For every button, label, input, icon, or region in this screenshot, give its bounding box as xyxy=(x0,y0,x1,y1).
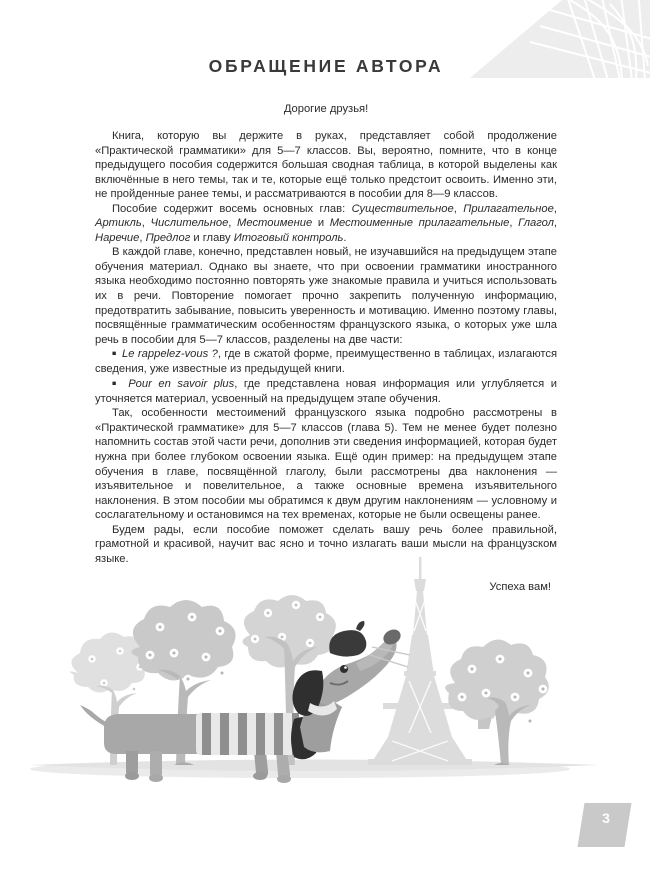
paragraph-pronouns-verbs: Так, особенности местоимений французского языка подробно рассмотрены в «Практической грамматике» для 5—7 классов (глава 5). Тем не менее будет полезно напомнить состав этой части речи, дополнив эти сведения информацией, которая будет нужна при более глубоком освоении языка. Ещё один пример: на предыдущем этапе обучения в главе, посвящённой глаголу, были рассмотрены два наклонения — изъявительное и повелительное, а также основные времена изъявительного наклонения. В этом пособии мы обратимся к двум другим наклонениям — условному и сослагательному и остановимся на тех временах, которые не были освещены ранее. xyxy=(95,407,557,522)
tree-left-back xyxy=(70,632,148,765)
square-bullet-icon: ■ xyxy=(112,380,122,388)
closing-wish: Успеха вам! xyxy=(489,581,551,594)
greeting-line: Дорогие друзья! xyxy=(283,103,369,115)
bullet-term-french: Le rappelez-vous ? xyxy=(122,348,218,361)
page-title: ОБРАЩЕНИЕ АВТОРА xyxy=(208,56,444,76)
tree-right xyxy=(445,639,549,765)
chapter-name: Предлог xyxy=(145,231,191,244)
chapter-name: Наречие xyxy=(95,231,140,244)
page-number-value: 3 xyxy=(601,810,610,826)
paragraph-repetition: В каждой главе, конечно, представлен новый, не изучавшийся на предыдущем этапе обучения материал. Однако вы знаете, что при освоении грамматики иностранного языка необходимо постоянно повторять уже знакомые правила и учиться использовать их в речи. Повторение помогает прочно закрепить полученную информацию, предотвратить забывание, повысить уверенность и мотивацию. Именно поэтому главы, посвящённые грамматическим особенностям французского языка, о которых уже шла речь в пособии для 5—7 классов, разделены на две части: xyxy=(95,246,557,346)
tree-middle xyxy=(242,595,335,765)
bullet-text: , где представлена новая информация или углубляется и уточняется материал, усвоенный на предыдущем этапе обучения. xyxy=(95,377,557,405)
chapter-name: Существительное xyxy=(351,202,454,215)
chapter-name-final: Итоговый контроль xyxy=(233,231,344,244)
bullet-item-rappelez-vous xyxy=(95,347,557,377)
page-content xyxy=(95,56,557,593)
chapters-end: . xyxy=(343,231,347,244)
bullet-item-pour-en-savoir-plus xyxy=(95,377,557,407)
chapter-name: Глагол xyxy=(518,217,554,230)
page-number-badge xyxy=(578,803,632,847)
paragraph-chapters: Пособие содержит восемь основных глав: Существительное, Прилагательное, Артикль, Числительное, Местоимение и Местоименные прилагательные, Глагол, Наречие, Предлог и главу Итоговый контроль. xyxy=(95,202,558,244)
chapters-mid: и главу xyxy=(190,231,234,244)
chapter-name: Местоименные прилагательные xyxy=(329,217,510,230)
chapters-lead: Пособие содержит восемь основных глав: xyxy=(112,202,352,215)
chapter-name: Прилагательное xyxy=(463,202,554,215)
paragraph-intro: Книга, которую вы держите в руках, представляет собой продолжение «Практической грамматики» для 5—7 классов. Вы, вероятно, помните, что в конце предыдущего пособия содержится большая сводная таблица, в которой выделены как включённые в него темы, так и те, которые ещё только предстоит освоить. Именно эти, не пройденные ранее темы, и рассматриваются в пособии для 8—9 классов. xyxy=(95,130,557,201)
blossoms xyxy=(458,655,548,726)
chapter-name: Числительное xyxy=(150,217,229,230)
tree-left-front xyxy=(131,600,235,765)
dachshund xyxy=(80,621,410,783)
square-bullet-icon: ■ xyxy=(112,350,119,358)
chapter-name: Местоимение xyxy=(237,217,313,230)
striped-sweater xyxy=(196,713,299,755)
bullet-term-french: Pour en savoir plus xyxy=(128,377,235,390)
paragraph-conclusion: Будем рады, если пособие поможет сделать вашу речь более правильной, грамотной и красивой, научит вас ясно и точно излагать ваши мысли на французском языке. xyxy=(95,523,557,565)
chapter-name: Артикль xyxy=(95,217,142,230)
bullet-text: , где в сжатой форме, преимущественно в таблицах, излагаются сведения, уже известные из предыдущей книги. xyxy=(95,348,557,376)
